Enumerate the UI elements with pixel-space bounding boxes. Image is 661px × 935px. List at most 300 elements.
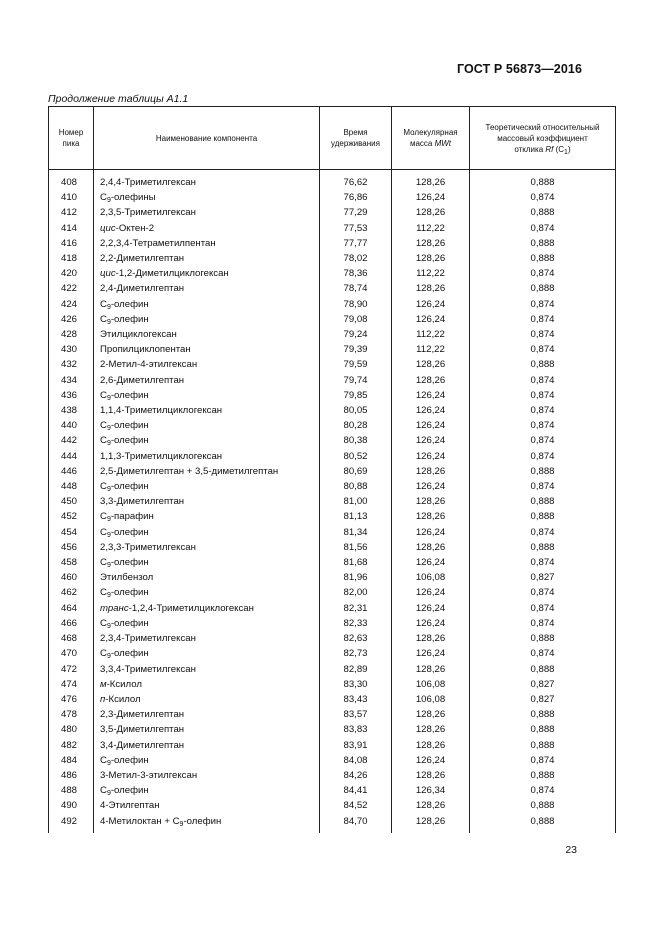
response-factor-cell: 0,888 <box>470 509 616 524</box>
retention-time-cell: 77,53 <box>320 221 392 236</box>
retention-time-cell: 78,74 <box>320 281 392 296</box>
table-row <box>49 464 616 479</box>
name-text: C <box>100 481 107 493</box>
retention-time-cell: 83,30 <box>320 677 392 692</box>
peak-number-cell: 476 <box>49 692 94 707</box>
col-header-molecular-mass: Молекулярная масса MWt <box>392 107 470 170</box>
table-row <box>49 449 616 464</box>
name-text: -олефин <box>110 481 149 493</box>
molecular-mass-cell: 126,34 <box>392 783 470 798</box>
response-factor-cell: 0,874 <box>470 646 616 661</box>
name-text: -1,2,4-Триметилциклогексан <box>128 602 254 614</box>
component-name-cell <box>94 205 320 220</box>
component-name-cell <box>94 221 320 236</box>
retention-time-cell: 79,74 <box>320 373 392 388</box>
molecular-mass-cell: 128,26 <box>392 814 470 833</box>
molecular-mass-cell: 128,26 <box>392 722 470 737</box>
molecular-mass-cell: 126,24 <box>392 525 470 540</box>
molecular-mass-cell: 106,08 <box>392 692 470 707</box>
peak-number-cell: 440 <box>49 418 94 433</box>
table-row <box>49 798 616 813</box>
molecular-mass-cell: 128,26 <box>392 707 470 722</box>
component-name-cell <box>94 814 320 833</box>
table-row <box>49 677 616 692</box>
peak-number-cell: 408 <box>49 170 94 191</box>
retention-time-cell: 84,41 <box>320 783 392 798</box>
table-row <box>49 297 616 312</box>
response-factor-cell: 0,874 <box>470 190 616 205</box>
name-text: 2,4,4-Триметилгексан <box>100 177 196 188</box>
peak-number-cell: 474 <box>49 677 94 692</box>
response-factor-cell: 0,888 <box>470 662 616 677</box>
col-header-component-name: Наименование компонента <box>94 107 320 170</box>
component-name-cell <box>94 601 320 616</box>
table-row <box>49 479 616 494</box>
retention-time-cell: 82,00 <box>320 585 392 600</box>
name-text: цис <box>100 268 116 280</box>
subscript-text: 9 <box>106 592 111 600</box>
name-text: 3,3-Диметилгептан <box>100 496 185 508</box>
response-factor-cell: 0,888 <box>470 738 616 753</box>
response-factor-cell: 0,874 <box>470 616 616 631</box>
response-factor-cell: 0,874 <box>470 753 616 768</box>
name-text: -олефин <box>110 785 149 797</box>
component-name-cell <box>94 509 320 524</box>
component-name-cell <box>94 170 320 191</box>
molecular-mass-cell: 128,26 <box>392 373 470 388</box>
retention-time-cell: 79,08 <box>320 312 392 327</box>
subscript-text: 9 <box>106 516 111 524</box>
molecular-mass-cell: 128,26 <box>392 494 470 509</box>
peak-number-cell: 448 <box>49 479 94 494</box>
retention-time-cell: 81,68 <box>320 555 392 570</box>
molecular-mass-cell: 126,24 <box>392 479 470 494</box>
component-name-cell <box>94 479 320 494</box>
molecular-mass-cell: 126,24 <box>392 646 470 661</box>
response-factor-cell: 0,874 <box>470 433 616 448</box>
response-factor-cell: 0,888 <box>470 236 616 251</box>
name-text: -олефин <box>110 648 149 660</box>
name-text: 2,3,4-Триметилгексан <box>100 633 196 645</box>
name-text: C <box>100 298 107 310</box>
table-row <box>49 494 616 509</box>
peak-number-cell: 478 <box>49 707 94 722</box>
molecular-mass-cell: 128,26 <box>392 205 470 220</box>
molecular-mass-cell: 126,24 <box>392 190 470 205</box>
peak-number-cell: 446 <box>49 464 94 479</box>
component-name-cell <box>94 768 320 783</box>
component-name-cell <box>94 449 320 464</box>
name-text: 1,1,3-Триметилциклогексан <box>100 450 223 462</box>
data-table <box>48 106 616 833</box>
peak-number-cell: 458 <box>49 555 94 570</box>
name-text: Этилбензол <box>100 572 154 584</box>
molecular-mass-cell: 126,24 <box>392 297 470 312</box>
response-factor-cell: 0,874 <box>470 297 616 312</box>
name-text: м <box>100 678 107 690</box>
name-text: C <box>100 313 107 325</box>
response-factor-cell: 0,874 <box>470 312 616 327</box>
retention-time-cell: 84,70 <box>320 814 392 833</box>
response-factor-cell: 0,874 <box>470 342 616 357</box>
name-text: п <box>100 693 106 705</box>
response-factor-cell: 0,888 <box>470 814 616 833</box>
retention-time-cell: 79,59 <box>320 357 392 372</box>
component-name-cell <box>94 418 320 433</box>
molecular-mass-cell: 126,24 <box>392 601 470 616</box>
molecular-mass-cell: 126,24 <box>392 312 470 327</box>
subscript-text: 9 <box>106 197 111 205</box>
name-text: Этилциклогексан <box>100 329 177 341</box>
component-name-cell <box>94 555 320 570</box>
name-text: 2,3,5-Триметилгексан <box>100 207 196 219</box>
retention-time-cell: 80,28 <box>320 418 392 433</box>
peak-number-cell: 480 <box>49 722 94 737</box>
molecular-mass-cell: 128,26 <box>392 170 470 191</box>
subscript-text: 9 <box>106 562 111 570</box>
name-text: 3,5-Диметилгептан <box>100 724 185 736</box>
molecular-mass-cell: 128,26 <box>392 768 470 783</box>
component-name-cell <box>94 494 320 509</box>
name-text: 1,1,4-Триметилциклогексан <box>100 405 223 417</box>
peak-number-cell: 470 <box>49 646 94 661</box>
component-name-cell <box>94 738 320 753</box>
molecular-mass-cell: 128,26 <box>392 662 470 677</box>
molecular-mass-cell: 128,26 <box>392 738 470 753</box>
name-text: 3,4-Диметилгептан <box>100 739 185 751</box>
response-factor-cell: 0,888 <box>470 540 616 555</box>
subscript-text: 9 <box>106 303 111 311</box>
name-text: 2,2,3,4-Тетраметилпентан <box>100 237 216 249</box>
peak-number-cell: 436 <box>49 388 94 403</box>
table-row <box>49 585 616 600</box>
peak-number-cell: 414 <box>49 221 94 236</box>
component-name-cell <box>94 190 320 205</box>
component-name-cell <box>94 540 320 555</box>
response-factor-cell: 0,874 <box>470 327 616 342</box>
molecular-mass-cell: 126,24 <box>392 555 470 570</box>
component-name-cell <box>94 707 320 722</box>
response-factor-cell: 0,888 <box>470 170 616 191</box>
subscript-text: 9 <box>106 394 111 402</box>
peak-number-cell: 492 <box>49 814 94 833</box>
name-text: C <box>100 754 107 766</box>
name-text: C <box>100 511 107 523</box>
retention-time-cell: 78,02 <box>320 251 392 266</box>
molecular-mass-cell: 126,24 <box>392 433 470 448</box>
name-text: -Ксилол <box>106 678 142 690</box>
table-row <box>49 221 616 236</box>
response-factor-cell: 0,874 <box>470 783 616 798</box>
molecular-mass-cell: 112,22 <box>392 221 470 236</box>
response-factor-cell: 0,874 <box>470 601 616 616</box>
name-text: -парафин <box>110 511 154 523</box>
molecular-mass-cell: 128,26 <box>392 631 470 646</box>
retention-time-cell: 81,34 <box>320 525 392 540</box>
peak-number-cell: 452 <box>49 509 94 524</box>
peak-number-cell: 418 <box>49 251 94 266</box>
peak-number-cell: 442 <box>49 433 94 448</box>
retention-time-cell: 80,38 <box>320 433 392 448</box>
name-text: 2,6-Диметилгептан <box>100 374 185 386</box>
retention-time-cell: 79,85 <box>320 388 392 403</box>
component-name-cell <box>94 722 320 737</box>
retention-time-cell: 84,08 <box>320 753 392 768</box>
table-row <box>49 281 616 296</box>
name-text: 2-Метил-4-этилгексан <box>100 359 198 371</box>
name-text: -олефин <box>183 815 222 827</box>
molecular-mass-cell: 126,24 <box>392 403 470 418</box>
retention-time-cell: 78,90 <box>320 297 392 312</box>
name-text: -олефин <box>110 298 149 310</box>
component-name-cell <box>94 616 320 631</box>
peak-number-cell: 410 <box>49 190 94 205</box>
peak-number-cell: 464 <box>49 601 94 616</box>
peak-number-cell: 444 <box>49 449 94 464</box>
subscript-text: 9 <box>106 622 111 630</box>
subscript-text: 9 <box>106 486 111 494</box>
table-row <box>49 555 616 570</box>
retention-time-cell: 76,62 <box>320 170 392 191</box>
response-factor-cell: 0,888 <box>470 631 616 646</box>
molecular-mass-cell: 126,24 <box>392 449 470 464</box>
name-text: -олефин <box>110 557 149 569</box>
molecular-mass-cell: 112,22 <box>392 342 470 357</box>
peak-number-cell: 472 <box>49 662 94 677</box>
table-row <box>49 707 616 722</box>
retention-time-cell: 80,88 <box>320 479 392 494</box>
name-text: -Ксилол <box>105 693 141 705</box>
peak-number-cell: 438 <box>49 403 94 418</box>
molecular-mass-cell: 112,22 <box>392 327 470 342</box>
component-name-cell <box>94 631 320 646</box>
component-name-cell <box>94 585 320 600</box>
name-text: 4-Этилгептан <box>100 800 160 812</box>
peak-number-cell: 466 <box>49 616 94 631</box>
response-factor-cell: 0,888 <box>470 722 616 737</box>
response-factor-cell: 0,874 <box>470 221 616 236</box>
response-factor-cell: 0,888 <box>470 798 616 813</box>
component-name-cell <box>94 297 320 312</box>
table-row <box>49 768 616 783</box>
molecular-mass-cell: 126,24 <box>392 616 470 631</box>
molecular-mass-cell: 128,26 <box>392 281 470 296</box>
table-row <box>49 783 616 798</box>
table-row <box>49 312 616 327</box>
response-factor-cell: 0,874 <box>470 388 616 403</box>
peak-number-cell: 460 <box>49 570 94 585</box>
name-text: -олефин <box>110 435 149 447</box>
table-row <box>49 753 616 768</box>
molecular-mass-cell: 126,24 <box>392 388 470 403</box>
response-factor-cell: 0,874 <box>470 373 616 388</box>
retention-time-cell: 83,83 <box>320 722 392 737</box>
table-row <box>49 525 616 540</box>
response-factor-cell: 0,874 <box>470 418 616 433</box>
name-text: C <box>100 648 107 660</box>
response-factor-cell: 0,888 <box>470 251 616 266</box>
table-row <box>49 722 616 737</box>
name-text: -олефин <box>110 313 149 325</box>
name-text: -олефины <box>110 192 156 204</box>
response-factor-cell: 0,888 <box>470 494 616 509</box>
retention-time-cell: 82,33 <box>320 616 392 631</box>
response-factor-cell: 0,888 <box>470 464 616 479</box>
component-name-cell <box>94 327 320 342</box>
molecular-mass-cell: 106,08 <box>392 570 470 585</box>
name-text: Пропилциклопентан <box>100 344 191 356</box>
name-text: 2,3,3-Триметилгексан <box>100 541 196 553</box>
subscript-text: 9 <box>106 318 111 326</box>
molecular-mass-cell: 126,24 <box>392 753 470 768</box>
subscript-text: 9 <box>106 790 111 798</box>
retention-time-cell: 83,43 <box>320 692 392 707</box>
name-text: 4-Метилоктан + C <box>100 815 180 827</box>
component-name-cell <box>94 357 320 372</box>
peak-number-cell: 482 <box>49 738 94 753</box>
component-name-cell <box>94 783 320 798</box>
subscript-text: 9 <box>106 440 111 448</box>
peak-number-cell: 488 <box>49 783 94 798</box>
retention-time-cell: 80,05 <box>320 403 392 418</box>
table-row <box>49 327 616 342</box>
table-row <box>49 814 616 833</box>
retention-time-cell: 79,24 <box>320 327 392 342</box>
table-row <box>49 692 616 707</box>
table-body <box>49 170 616 833</box>
component-name-cell <box>94 251 320 266</box>
retention-time-cell: 81,56 <box>320 540 392 555</box>
retention-time-cell: 82,31 <box>320 601 392 616</box>
table-row <box>49 190 616 205</box>
retention-time-cell: 82,63 <box>320 631 392 646</box>
component-name-cell <box>94 677 320 692</box>
component-name-cell <box>94 646 320 661</box>
name-text: 2,5-Диметилгептан + 3,5-диметилгептан <box>100 465 279 477</box>
component-name-cell <box>94 373 320 388</box>
table-row <box>49 205 616 220</box>
subscript-text: 9 <box>106 531 111 539</box>
response-factor-cell: 0,874 <box>470 525 616 540</box>
table-row <box>49 236 616 251</box>
component-name-cell <box>94 236 320 251</box>
component-name-cell <box>94 798 320 813</box>
name-text: C <box>100 420 107 432</box>
table-row <box>49 631 616 646</box>
retention-time-cell: 77,77 <box>320 236 392 251</box>
retention-time-cell: 83,57 <box>320 707 392 722</box>
name-text: -Октен-2 <box>115 222 155 234</box>
response-factor-cell: 0,888 <box>470 768 616 783</box>
table-row <box>49 403 616 418</box>
component-name-cell <box>94 388 320 403</box>
document-code: ГОСТ Р 56873—2016 <box>456 62 582 76</box>
name-text: -1,2-Диметилциклогексан <box>115 268 229 280</box>
component-name-cell <box>94 662 320 677</box>
peak-number-cell: 462 <box>49 585 94 600</box>
component-name-cell <box>94 342 320 357</box>
component-name-cell <box>94 570 320 585</box>
response-factor-cell: 0,888 <box>470 205 616 220</box>
peak-number-cell: 422 <box>49 281 94 296</box>
table-row <box>49 373 616 388</box>
retention-time-cell: 82,73 <box>320 646 392 661</box>
molecular-mass-cell: 128,26 <box>392 540 470 555</box>
peak-number-cell: 468 <box>49 631 94 646</box>
component-name-cell <box>94 692 320 707</box>
name-text: C <box>100 587 107 599</box>
name-text: C <box>100 389 107 401</box>
retention-time-cell: 84,52 <box>320 798 392 813</box>
retention-time-cell: 81,00 <box>320 494 392 509</box>
table-row <box>49 601 616 616</box>
table-row <box>49 433 616 448</box>
component-name-cell <box>94 753 320 768</box>
peak-number-cell: 490 <box>49 798 94 813</box>
response-factor-cell: 0,874 <box>470 403 616 418</box>
retention-time-cell: 84,26 <box>320 768 392 783</box>
molecular-mass-cell: 126,24 <box>392 418 470 433</box>
peak-number-cell: 434 <box>49 373 94 388</box>
name-text: -олефин <box>110 617 149 629</box>
molecular-mass-cell: 128,26 <box>392 236 470 251</box>
name-text: -олефин <box>110 754 149 766</box>
name-text: транс <box>100 602 129 614</box>
response-factor-cell: 0,874 <box>470 266 616 281</box>
component-name-cell <box>94 312 320 327</box>
response-factor-cell: 0,874 <box>470 585 616 600</box>
peak-number-cell: 416 <box>49 236 94 251</box>
peak-number-cell: 450 <box>49 494 94 509</box>
peak-number-cell: 424 <box>49 297 94 312</box>
name-text: C <box>100 526 107 538</box>
table-row <box>49 266 616 281</box>
molecular-mass-cell: 128,26 <box>392 464 470 479</box>
response-factor-cell: 0,888 <box>470 281 616 296</box>
name-text: C <box>100 617 107 629</box>
page-number: 23 <box>565 844 577 856</box>
table-row <box>49 570 616 585</box>
component-name-cell <box>94 266 320 281</box>
name-text: C <box>100 557 107 569</box>
table-row <box>49 357 616 372</box>
table-row <box>49 388 616 403</box>
retention-time-cell: 81,13 <box>320 509 392 524</box>
peak-number-cell: 456 <box>49 540 94 555</box>
table-row <box>49 342 616 357</box>
component-name-cell <box>94 464 320 479</box>
retention-time-cell: 83,91 <box>320 738 392 753</box>
peak-number-cell: 484 <box>49 753 94 768</box>
peak-number-cell: 486 <box>49 768 94 783</box>
table-row <box>49 418 616 433</box>
col-header-response-factor: Теоретический относительный массовый коэффициент отклика Rf $(C_1)$ <box>470 107 616 170</box>
molecular-mass-cell: 126,24 <box>392 585 470 600</box>
molecular-mass-cell: 128,26 <box>392 357 470 372</box>
response-factor-cell: 0,874 <box>470 449 616 464</box>
name-text: 2,2-Диметилгептан <box>100 253 185 265</box>
subscript-text: 9 <box>179 820 184 828</box>
peak-number-cell: 430 <box>49 342 94 357</box>
peak-number-cell: 426 <box>49 312 94 327</box>
name-text: 2,4-Диметилгептан <box>100 283 185 295</box>
retention-time-cell: 78,36 <box>320 266 392 281</box>
response-factor-cell: 0,827 <box>470 677 616 692</box>
name-text: -олефин <box>110 587 149 599</box>
molecular-mass-cell: 112,22 <box>392 266 470 281</box>
molecular-mass-cell: 106,08 <box>392 677 470 692</box>
subscript-text: 9 <box>106 653 111 661</box>
